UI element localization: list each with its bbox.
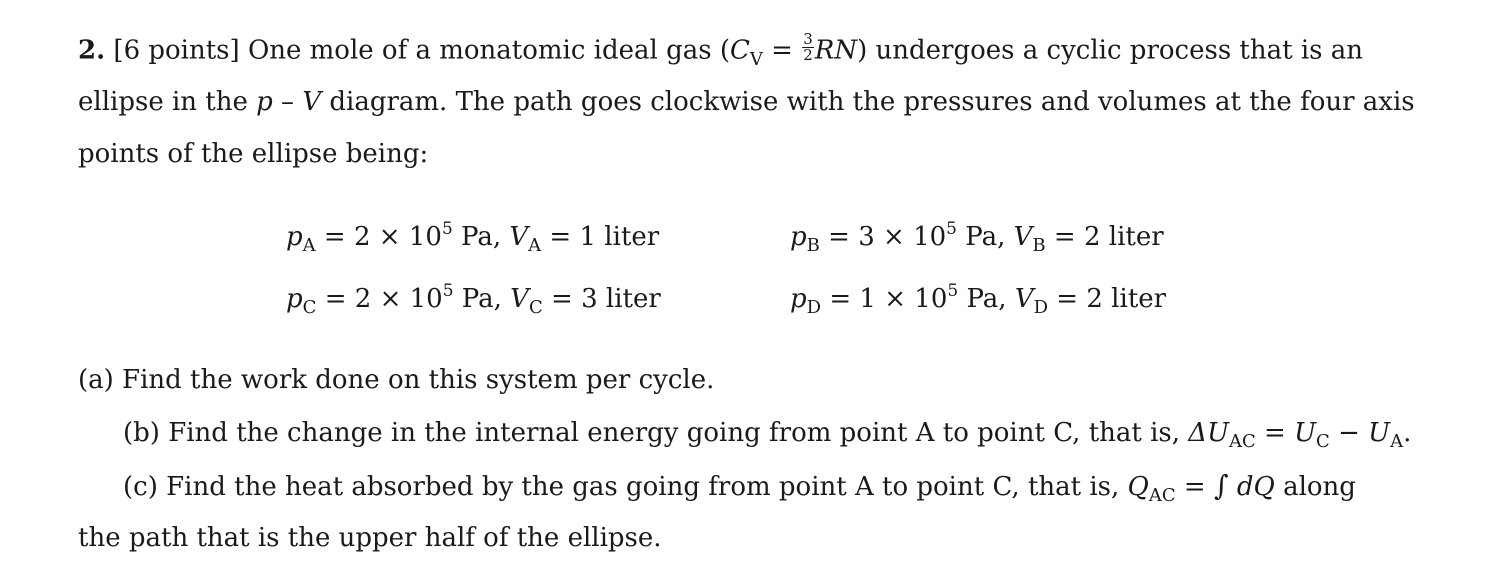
intro-text-1: One mole of a monatomic ideal gas ( <box>247 35 731 66</box>
delta-u: ΔU <box>1188 418 1229 448</box>
volume-label-b: B <box>1032 235 1046 256</box>
pressure-multiplier-c: 2 <box>354 284 372 314</box>
volume-value-c: 3 <box>581 284 598 314</box>
pressure-exponent-a: 5 <box>441 219 453 239</box>
times-ten: × 10 <box>371 284 443 314</box>
q-ac-subscript: AC <box>1148 485 1176 506</box>
delta-u-subscript: AC <box>1229 431 1256 452</box>
times-ten: × 10 <box>875 284 948 314</box>
part-c-text: (c) Find the heat absorbed by the gas going from point A to point C, that is, <box>123 472 1128 502</box>
cv-equals: = <box>762 35 802 66</box>
part-a: (a) Find the work done on this system per cycle. <box>78 365 715 395</box>
part-b <box>123 418 1412 452</box>
u-c: U <box>1294 418 1317 448</box>
liter-unit: liter <box>597 284 661 314</box>
integral-symbol: ∫ <box>1213 469 1229 502</box>
u-a-subscript: A <box>1390 431 1404 452</box>
problem-intro-line-1 <box>78 30 1364 70</box>
pressure-exponent-d: 5 <box>947 281 959 301</box>
liter-unit: liter <box>1102 284 1167 314</box>
pv-p: p <box>256 87 273 117</box>
equation-point-a: $p_A = 2 \times 10^5$ Pa, $V_A = 1$ liter <box>286 219 660 256</box>
volume-label-d: D <box>1033 297 1049 318</box>
pressure-multiplier-a: 2 <box>353 222 371 252</box>
problem-intro-line-2 <box>78 89 1415 115</box>
q-ac: Q <box>1127 472 1149 502</box>
liter-unit: liter <box>1100 222 1164 252</box>
pressure-multiplier-b: 3 <box>858 222 875 252</box>
equation-point-d: $p_D = 1 \times 10^5$ Pa, $V_D = 2$ liter <box>790 281 1167 318</box>
volume-value-d: 2 <box>1086 284 1103 314</box>
part-c-along: along <box>1274 472 1356 502</box>
volume-value-b: 2 <box>1083 222 1101 252</box>
pv-minus: – <box>272 87 303 117</box>
cv-fraction-numerator: 3 <box>803 30 813 48</box>
pressure-label-c: C <box>302 297 317 318</box>
pascal-unit: Pa, <box>452 222 510 252</box>
pressure-multiplier-d: 1 <box>859 284 876 314</box>
cv-fraction-denominator: 2 <box>803 46 813 64</box>
pascal-unit: Pa, <box>453 284 511 314</box>
volume-label-c: C <box>528 297 543 318</box>
cv-subscript: V <box>749 48 763 70</box>
u-c-subscript: C <box>1316 431 1330 452</box>
part-c-continuation: the path that is the upper half of the ellipse. <box>78 523 662 553</box>
volume-value-a: 1 <box>579 222 597 252</box>
pressure-label-d: D <box>806 297 822 318</box>
cv-rn: RN <box>814 35 858 66</box>
cv-fraction <box>802 32 814 63</box>
pressure-exponent-b: 5 <box>946 219 957 239</box>
cv-symbol: C <box>730 35 750 66</box>
pv-v: V <box>302 87 322 117</box>
line-2-end: diagram. The path goes clockwise with the pressures and volumes at the four axis <box>321 87 1415 117</box>
times-ten: × 10 <box>370 222 442 252</box>
pascal-unit: Pa, <box>958 284 1015 314</box>
line-2-start: ellipse in the <box>78 87 257 117</box>
problem-points: [6 points] <box>113 35 240 66</box>
pascal-unit: Pa, <box>957 222 1014 252</box>
part-c-equals: = <box>1175 472 1214 502</box>
problem-number: 2. <box>78 35 106 66</box>
pressure-label-a: A <box>302 235 316 256</box>
pressure-label-b: B <box>806 235 820 256</box>
equation-point-c: $p_C = 2 \times 10^5$ Pa, $V_C = 3$ liter <box>286 281 661 318</box>
part-c <box>123 469 1356 506</box>
intro-text-2: ) undergoes a cyclic process that is an <box>857 35 1364 66</box>
part-b-equals: = <box>1255 418 1295 448</box>
u-a: U <box>1368 418 1391 448</box>
pressure-exponent-c: 5 <box>442 281 454 301</box>
equation-point-b: $p_B = 3 \times 10^5$ Pa, $V_B = 2$ liter <box>790 219 1164 256</box>
liter-unit: liter <box>596 222 660 252</box>
part-b-period: . <box>1403 418 1412 448</box>
dq: dQ <box>1228 472 1275 502</box>
times-ten: × 10 <box>874 222 947 252</box>
problem-intro-line-3: points of the ellipse being: <box>78 139 429 169</box>
part-b-text: (b) Find the change in the internal energy going from point A to point C, that is, <box>123 418 1189 448</box>
volume-label-a: A <box>528 235 542 256</box>
part-b-minus: − <box>1329 418 1369 448</box>
